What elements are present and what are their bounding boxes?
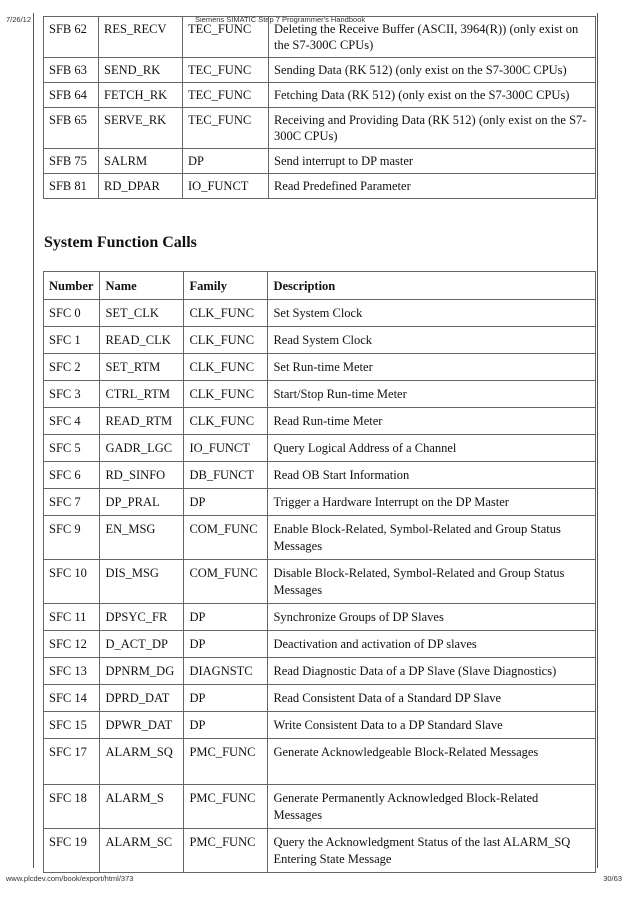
sfb-name: SEND_RK <box>99 58 183 83</box>
print-page-number: 30/63 <box>603 874 622 883</box>
table-row <box>44 658 596 685</box>
sfc-description: Deactivation and activation of DP slaves <box>268 631 596 658</box>
sfb-description: Receiving and Providing Data (RK 512) (only exist on the S7-300C CPUs) <box>269 108 596 149</box>
column-header-description: Description <box>268 272 596 300</box>
sfb-name: FETCH_RK <box>99 83 183 108</box>
table-row <box>44 435 596 462</box>
sfc-number: SFC 14 <box>44 685 100 712</box>
table-row <box>44 712 596 739</box>
sfb-number: SFB 64 <box>44 83 99 108</box>
table-row <box>44 560 596 604</box>
sfc-name: READ_CLK <box>100 327 184 354</box>
sfc-description: Generate Permanently Acknowledged Block-Related Messages <box>268 785 596 829</box>
sfc-family: COM_FUNC <box>184 516 268 560</box>
sfb-name: RD_DPAR <box>99 174 183 199</box>
sfb-family: TEC_FUNC <box>183 83 269 108</box>
sfb-name: SALRM <box>99 149 183 174</box>
column-header-name: Name <box>100 272 184 300</box>
sfb-number: SFB 75 <box>44 149 99 174</box>
table-row <box>44 17 596 58</box>
sfc-name: SET_RTM <box>100 354 184 381</box>
sfb-description: Deleting the Receive Buffer (ASCII, 3964(R)) (only exist on the S7-300C CPUs) <box>269 17 596 58</box>
sfc-name: D_ACT_DP <box>100 631 184 658</box>
sfc-number: SFC 6 <box>44 462 100 489</box>
sfc-family: DP <box>184 631 268 658</box>
sfb-family: TEC_FUNC <box>183 17 269 58</box>
sfc-description: Disable Block-Related, Symbol-Related and Group Status Messages <box>268 560 596 604</box>
table-row <box>44 58 596 83</box>
sfc-number: SFC 2 <box>44 354 100 381</box>
table-row <box>44 785 596 829</box>
sfc-name: EN_MSG <box>100 516 184 560</box>
sfc-name: DPRD_DAT <box>100 685 184 712</box>
sfc-description: Set System Clock <box>268 300 596 327</box>
sfc-name: RD_SINFO <box>100 462 184 489</box>
sfb-description: Sending Data (RK 512) (only exist on the S7-300C CPUs) <box>269 58 596 83</box>
sfc-family: PMC_FUNC <box>184 739 268 785</box>
sfc-family: PMC_FUNC <box>184 785 268 829</box>
sfc-number: SFC 15 <box>44 712 100 739</box>
sfb-number: SFB 81 <box>44 174 99 199</box>
sfc-description: Set Run-time Meter <box>268 354 596 381</box>
sfc-number: SFC 19 <box>44 829 100 873</box>
table-row <box>44 829 596 873</box>
table-row <box>44 631 596 658</box>
sfc-name: DPSYC_FR <box>100 604 184 631</box>
sfc-family: DP <box>184 685 268 712</box>
sfc-description: Query Logical Address of a Channel <box>268 435 596 462</box>
sfc-name: DPNRM_DG <box>100 658 184 685</box>
sfc-family: CLK_FUNC <box>184 354 268 381</box>
sfc-family: DB_FUNCT <box>184 462 268 489</box>
sfc-name: ALARM_S <box>100 785 184 829</box>
sfb-table <box>43 16 596 199</box>
sfc-name: ALARM_SC <box>100 829 184 873</box>
sfb-family: TEC_FUNC <box>183 58 269 83</box>
sfb-number: SFB 62 <box>44 17 99 58</box>
print-header-title: Siemens SIMATIC Step 7 Programmer's Handbook <box>195 15 366 24</box>
sfb-description: Fetching Data (RK 512) (only exist on the S7-300C CPUs) <box>269 83 596 108</box>
table-row <box>44 327 596 354</box>
sfc-name: SET_CLK <box>100 300 184 327</box>
sfc-description: Read Diagnostic Data of a DP Slave (Slave Diagnostics) <box>268 658 596 685</box>
sfb-number: SFB 63 <box>44 58 99 83</box>
sfc-description: Enable Block-Related, Symbol-Related and Group Status Messages <box>268 516 596 560</box>
sfc-number: SFC 0 <box>44 300 100 327</box>
sfc-family: PMC_FUNC <box>184 829 268 873</box>
sfc-name: DP_PRAL <box>100 489 184 516</box>
sfc-description: Read Consistent Data of a Standard DP Slave <box>268 685 596 712</box>
sfc-family: CLK_FUNC <box>184 381 268 408</box>
print-footer-url: www.plcdev.com/book/export/html/373 <box>6 874 134 883</box>
sfc-name: GADR_LGC <box>100 435 184 462</box>
sfb-number: SFB 65 <box>44 108 99 149</box>
table-row <box>44 408 596 435</box>
sfc-description: Read System Clock <box>268 327 596 354</box>
sfc-number: SFC 17 <box>44 739 100 785</box>
sfc-family: DP <box>184 712 268 739</box>
sfc-number: SFC 11 <box>44 604 100 631</box>
sfb-family: TEC_FUNC <box>183 108 269 149</box>
sfc-description: Write Consistent Data to a DP Standard Slave <box>268 712 596 739</box>
sfc-description: Generate Acknowledgeable Block-Related Messages <box>268 739 596 785</box>
table-row <box>44 739 596 785</box>
sfb-family: IO_FUNCT <box>183 174 269 199</box>
sfc-description: Trigger a Hardware Interrupt on the DP Master <box>268 489 596 516</box>
table-row <box>44 685 596 712</box>
sfc-description: Start/Stop Run-time Meter <box>268 381 596 408</box>
print-date: 7/26/12 <box>6 15 32 24</box>
sfc-description: Read Run-time Meter <box>268 408 596 435</box>
sfc-description: Query the Acknowledgment Status of the last ALARM_SQ Entering State Message <box>268 829 596 873</box>
section-heading: System Function Calls <box>44 234 197 251</box>
sfc-description: Synchronize Groups of DP Slaves <box>268 604 596 631</box>
table-row <box>44 462 596 489</box>
sfc-name: CTRL_RTM <box>100 381 184 408</box>
sfc-number: SFC 5 <box>44 435 100 462</box>
table-row <box>44 516 596 560</box>
column-header-family: Family <box>184 272 268 300</box>
sfc-name: READ_RTM <box>100 408 184 435</box>
column-header-number: Number <box>44 272 100 300</box>
table-row <box>44 381 596 408</box>
sfc-number: SFC 3 <box>44 381 100 408</box>
table-row <box>44 604 596 631</box>
sfb-description: Send interrupt to DP master <box>269 149 596 174</box>
sfc-number: SFC 18 <box>44 785 100 829</box>
sfc-family: DP <box>184 489 268 516</box>
sfc-family: DIAGNSTC <box>184 658 268 685</box>
sfc-number: SFC 10 <box>44 560 100 604</box>
sfc-family: CLK_FUNC <box>184 408 268 435</box>
sfc-number: SFC 9 <box>44 516 100 560</box>
table-header-row <box>44 272 596 300</box>
sfb-name: SERVE_RK <box>99 108 183 149</box>
sfc-table <box>43 271 596 873</box>
sfc-number: SFC 12 <box>44 631 100 658</box>
sfc-name: ALARM_SQ <box>100 739 184 785</box>
sfc-number: SFC 1 <box>44 327 100 354</box>
sfc-number: SFC 13 <box>44 658 100 685</box>
sfc-name: DIS_MSG <box>100 560 184 604</box>
table-row <box>44 300 596 327</box>
sfc-name: DPWR_DAT <box>100 712 184 739</box>
sfb-name: RES_RECV <box>99 17 183 58</box>
sfb-family: DP <box>183 149 269 174</box>
table-row <box>44 354 596 381</box>
table-row <box>44 174 596 199</box>
table-row <box>44 489 596 516</box>
sfc-description: Read OB Start Information <box>268 462 596 489</box>
sfc-family: CLK_FUNC <box>184 327 268 354</box>
sfb-description: Read Predefined Parameter <box>269 174 596 199</box>
sfc-family: COM_FUNC <box>184 560 268 604</box>
sfc-family: IO_FUNCT <box>184 435 268 462</box>
sfc-number: SFC 7 <box>44 489 100 516</box>
table-row <box>44 108 596 149</box>
sfc-family: DP <box>184 604 268 631</box>
table-row <box>44 83 596 108</box>
table-row <box>44 149 596 174</box>
sfc-family: CLK_FUNC <box>184 300 268 327</box>
sfc-number: SFC 4 <box>44 408 100 435</box>
